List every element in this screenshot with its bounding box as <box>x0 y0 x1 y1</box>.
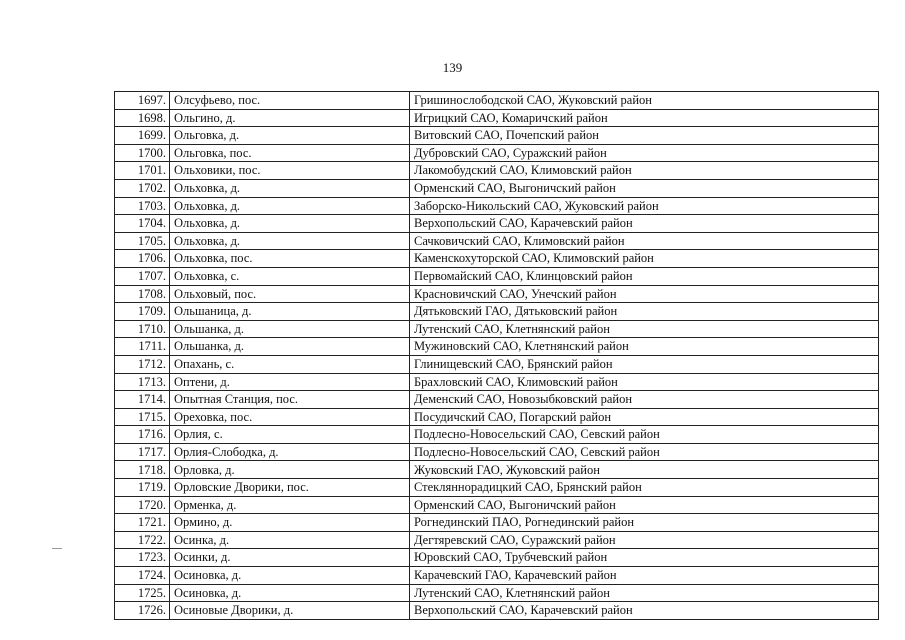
row-number: 1721. <box>115 514 170 532</box>
settlement-name: Ореховка, пос. <box>170 408 410 426</box>
settlement-name: Орлия, с. <box>170 426 410 444</box>
row-number: 1722. <box>115 531 170 549</box>
row-number: 1706. <box>115 250 170 268</box>
administrative-unit: Верхопольский САО, Карачевский район <box>410 215 879 233</box>
row-number: 1701. <box>115 162 170 180</box>
row-number: 1712. <box>115 355 170 373</box>
table-row <box>115 549 879 567</box>
settlement-name: Орлия-Слободка, д. <box>170 443 410 461</box>
row-number: 1717. <box>115 443 170 461</box>
settlement-name: Ольговка, пос. <box>170 144 410 162</box>
administrative-unit: Дегтяревский САО, Суражский район <box>410 531 879 549</box>
table-row <box>115 408 879 426</box>
administrative-unit: Первомайский САО, Клинцовский район <box>410 267 879 285</box>
settlement-name: Ольховый, пос. <box>170 285 410 303</box>
table-row <box>115 109 879 127</box>
table-row <box>115 567 879 585</box>
settlement-name: Опахань, с. <box>170 355 410 373</box>
settlement-name: Ольховка, д. <box>170 179 410 197</box>
settlement-name: Орловка, д. <box>170 461 410 479</box>
row-number: 1697. <box>115 92 170 110</box>
row-number: 1714. <box>115 391 170 409</box>
administrative-unit: Орменский САО, Выгоничский район <box>410 179 879 197</box>
administrative-unit: Посудичский САО, Погарский район <box>410 408 879 426</box>
table-row <box>115 162 879 180</box>
settlement-name: Осиновка, д. <box>170 584 410 602</box>
row-number: 1705. <box>115 232 170 250</box>
table-row <box>115 426 879 444</box>
administrative-unit: Деменский САО, Новозыбковский район <box>410 391 879 409</box>
settlement-name: Ольшанка, д. <box>170 320 410 338</box>
administrative-unit: Стекляннорадицкий САО, Брянский район <box>410 479 879 497</box>
administrative-unit: Подлесно-Новосельский САО, Севский район <box>410 426 879 444</box>
administrative-unit: Красновичский САО, Унечский район <box>410 285 879 303</box>
administrative-unit: Брахловский САО, Климовский район <box>410 373 879 391</box>
table-row <box>115 602 879 620</box>
row-number: 1708. <box>115 285 170 303</box>
table-row <box>115 531 879 549</box>
settlement-name: Оптени, д. <box>170 373 410 391</box>
row-number: 1726. <box>115 602 170 620</box>
settlement-name: Ольховка, д. <box>170 197 410 215</box>
settlement-name: Ольгино, д. <box>170 109 410 127</box>
administrative-unit: Глинищевский САО, Брянский район <box>410 355 879 373</box>
table-row <box>115 232 879 250</box>
row-number: 1709. <box>115 303 170 321</box>
administrative-unit: Лутенский САО, Клетнянский район <box>410 320 879 338</box>
row-number: 1698. <box>115 109 170 127</box>
settlement-name: Ольшанка, д. <box>170 338 410 356</box>
settlement-name: Осиновка, д. <box>170 567 410 585</box>
administrative-unit: Рогнединский ПАО, Рогнединский район <box>410 514 879 532</box>
administrative-unit: Гришинослободской САО, Жуковский район <box>410 92 879 110</box>
administrative-unit: Лакомобудский САО, Климовский район <box>410 162 879 180</box>
row-number: 1716. <box>115 426 170 444</box>
table-row <box>115 391 879 409</box>
table-row <box>115 267 879 285</box>
table-row <box>115 320 879 338</box>
administrative-unit: Заборско-Никольский САО, Жуковский район <box>410 197 879 215</box>
settlement-name: Опытная Станция, пос. <box>170 391 410 409</box>
table-row <box>115 179 879 197</box>
administrative-unit: Юровский САО, Трубчевский район <box>410 549 879 567</box>
settlement-name: Ольговка, д. <box>170 127 410 145</box>
administrative-unit: Витовский САО, Почепский район <box>410 127 879 145</box>
row-number: 1710. <box>115 320 170 338</box>
settlements-table-body <box>115 92 879 620</box>
table-row <box>115 197 879 215</box>
settlement-name: Орменка, д. <box>170 496 410 514</box>
row-number: 1704. <box>115 215 170 233</box>
row-number: 1700. <box>115 144 170 162</box>
row-number: 1713. <box>115 373 170 391</box>
administrative-unit: Карачевский ГАО, Карачевский район <box>410 567 879 585</box>
table-row <box>115 514 879 532</box>
table-row <box>115 461 879 479</box>
row-number: 1699. <box>115 127 170 145</box>
administrative-unit: Орменский САО, Выгоничский район <box>410 496 879 514</box>
table-row <box>115 92 879 110</box>
administrative-unit: Мужиновский САО, Клетнянский район <box>410 338 879 356</box>
administrative-unit: Дятьковский ГАО, Дятьковский район <box>410 303 879 321</box>
settlement-name: Ормино, д. <box>170 514 410 532</box>
administrative-unit: Подлесно-Новосельский САО, Севский район <box>410 443 879 461</box>
settlements-table <box>114 91 879 620</box>
table-row <box>115 479 879 497</box>
table-row <box>115 584 879 602</box>
administrative-unit: Каменскохуторской САО, Климовский район <box>410 250 879 268</box>
settlement-name: Ольховка, с. <box>170 267 410 285</box>
table-row <box>115 355 879 373</box>
table-row <box>115 215 879 233</box>
settlement-name: Ольховка, д. <box>170 232 410 250</box>
margin-mark <box>52 548 62 549</box>
administrative-unit: Жуковский ГАО, Жуковский район <box>410 461 879 479</box>
table-row <box>115 285 879 303</box>
table-row <box>115 144 879 162</box>
row-number: 1715. <box>115 408 170 426</box>
table-row <box>115 496 879 514</box>
settlement-name: Ольховики, пос. <box>170 162 410 180</box>
administrative-unit: Игрицкий САО, Комаричский район <box>410 109 879 127</box>
page-number: 139 <box>442 60 463 75</box>
row-number: 1707. <box>115 267 170 285</box>
settlement-name: Ольшаница, д. <box>170 303 410 321</box>
administrative-unit: Сачковичский САО, Климовский район <box>410 232 879 250</box>
row-number: 1724. <box>115 567 170 585</box>
settlement-name: Осинки, д. <box>170 549 410 567</box>
table-row <box>115 338 879 356</box>
row-number: 1718. <box>115 461 170 479</box>
administrative-unit: Лутенский САО, Клетнянский район <box>410 584 879 602</box>
row-number: 1702. <box>115 179 170 197</box>
row-number: 1723. <box>115 549 170 567</box>
row-number: 1711. <box>115 338 170 356</box>
administrative-unit: Дубровский САО, Суражский район <box>410 144 879 162</box>
row-number: 1719. <box>115 479 170 497</box>
table-row <box>115 443 879 461</box>
table-row <box>115 373 879 391</box>
settlement-name: Олсуфьево, пос. <box>170 92 410 110</box>
row-number: 1703. <box>115 197 170 215</box>
administrative-unit: Верхопольский САО, Карачевский район <box>410 602 879 620</box>
settlement-name: Орловские Дворики, пос. <box>170 479 410 497</box>
row-number: 1725. <box>115 584 170 602</box>
table-row <box>115 127 879 145</box>
table-row <box>115 250 879 268</box>
table-row <box>115 303 879 321</box>
settlement-name: Ольховка, пос. <box>170 250 410 268</box>
settlement-name: Осинка, д. <box>170 531 410 549</box>
settlement-name: Ольховка, д. <box>170 215 410 233</box>
row-number: 1720. <box>115 496 170 514</box>
settlement-name: Осиновые Дворики, д. <box>170 602 410 620</box>
